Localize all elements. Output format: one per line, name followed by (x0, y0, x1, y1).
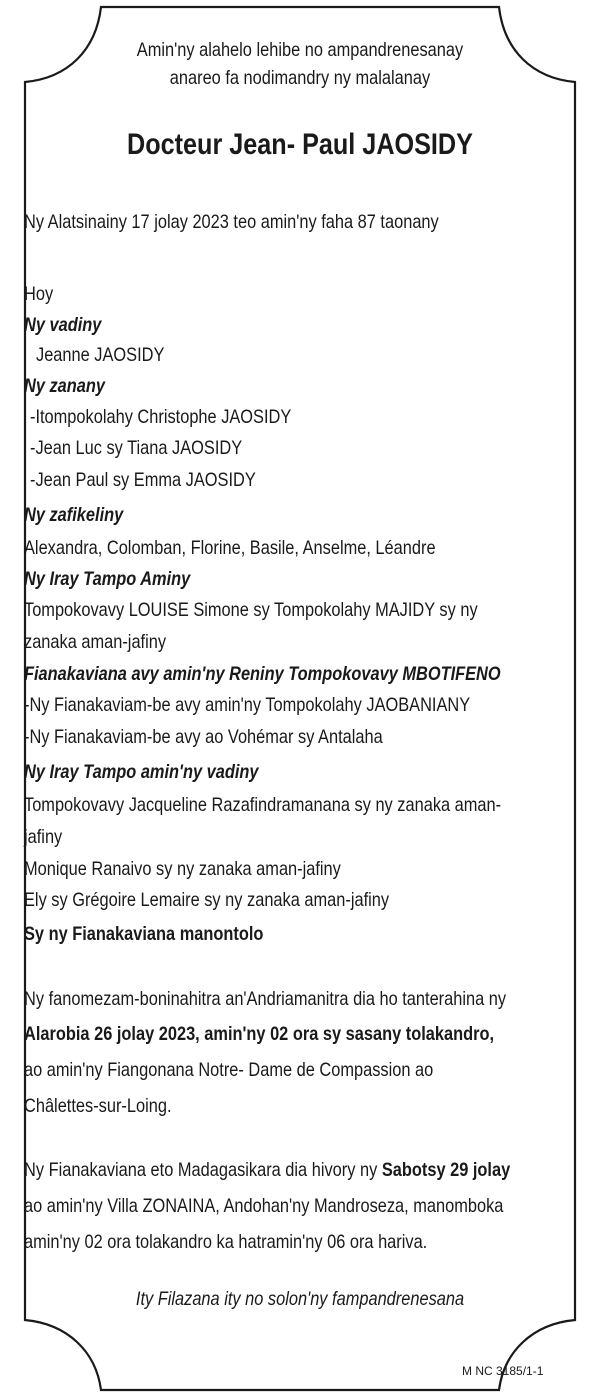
siblings-heading: Ny Iray Tampo Aminy (24, 568, 191, 590)
spouse-siblings-line: jafiny (24, 826, 63, 848)
ceremony-line-3: ao amin'ny Fiangonana Notre- Dame de Compassion ao (24, 1059, 434, 1081)
ceremony-date: Alarobia 26 jolay 2023, amin'ny 02 ora sy sasany tolakandro, (24, 1023, 495, 1045)
spouse-name: Jeanne JAOSIDY (36, 344, 165, 366)
vigil-date: Sabotsy 29 jolay (381, 1159, 511, 1181)
header-line-2: anareo fa nodimandry ny malalanay (169, 67, 431, 89)
reference-code: M NC 3185/1-1 (462, 1364, 544, 1378)
child-item: -Itompokolahy Christophe JAOSIDY (30, 406, 292, 428)
vigil-line-3: amin'ny 02 ora tolakandro ka hatramin'ny 06 ora hariva. (24, 1231, 428, 1253)
spouse-siblings-line: Monique Ranaivo sy ny zanaka aman-jafiny (24, 858, 341, 880)
family-intro: Hoy (24, 283, 54, 305)
vigil-line-1-text: Ny Fianakaviana eto Madagasikara dia hivory ny (24, 1159, 382, 1181)
death-notice: Ny Alatsinainy 17 jolay 2023 teo amin'ny faha 87 taonany (24, 211, 439, 233)
mother-family-line: -Ny Fianakaviam-be avy ao Vohémar sy Antalaha (24, 726, 383, 748)
siblings-line: Tompokovavy LOUISE Simone sy Tompokolahy MAJIDY sy ny (24, 599, 478, 621)
child-item: -Jean Paul sy Emma JAOSIDY (30, 469, 256, 491)
whole-family: Sy ny Fianakaviana manontolo (24, 923, 264, 945)
ceremony-line-1: Ny fanomezam-boninahitra an'Andriamanitra dia ho tanterahina ny (24, 988, 507, 1010)
grandchildren-heading: Ny zafikeliny (24, 504, 124, 526)
mother-family-heading: Fianakaviana avy amin'ny Reniny Tompokovavy MBOTIFENO (24, 663, 501, 685)
spouse-siblings-heading: Ny Iray Tampo amin'ny vadiny (24, 761, 259, 783)
children-heading: Ny zanany (24, 375, 106, 397)
siblings-line: zanaka aman-jafiny (24, 631, 167, 653)
closing-line: Ity Filazana ity no solon'ny fampandrenesana (135, 1288, 465, 1310)
header-line-1: Amin'ny alahelo lehibe no ampandrenesanay (136, 39, 464, 61)
grandchildren-list: Alexandra, Colomban, Florine, Basile, Anselme, Léandre (24, 537, 436, 559)
child-item: -Jean Luc sy Tiana JAOSIDY (30, 437, 243, 459)
deceased-name: Docteur Jean- Paul JAOSIDY (127, 128, 473, 161)
spouse-siblings-line: Ely sy Grégoire Lemaire sy ny zanaka aman-jafiny (24, 889, 390, 911)
spouse-siblings-line: Tompokovavy Jacqueline Razafindramanana sy ny zanaka aman- (24, 794, 502, 816)
mother-family-line: -Ny Fianakaviam-be avy amin'ny Tompokolahy JAOBANIANY (24, 694, 471, 716)
spouse-heading: Ny vadiny (24, 314, 102, 336)
vigil-line-1 (24, 1158, 510, 1182)
vigil-line-2: ao amin'ny Villa ZONAINA, Andohan'ny Mandroseza, manomboka (24, 1195, 504, 1217)
ceremony-line-4: Châlettes-sur-Loing. (24, 1095, 172, 1117)
